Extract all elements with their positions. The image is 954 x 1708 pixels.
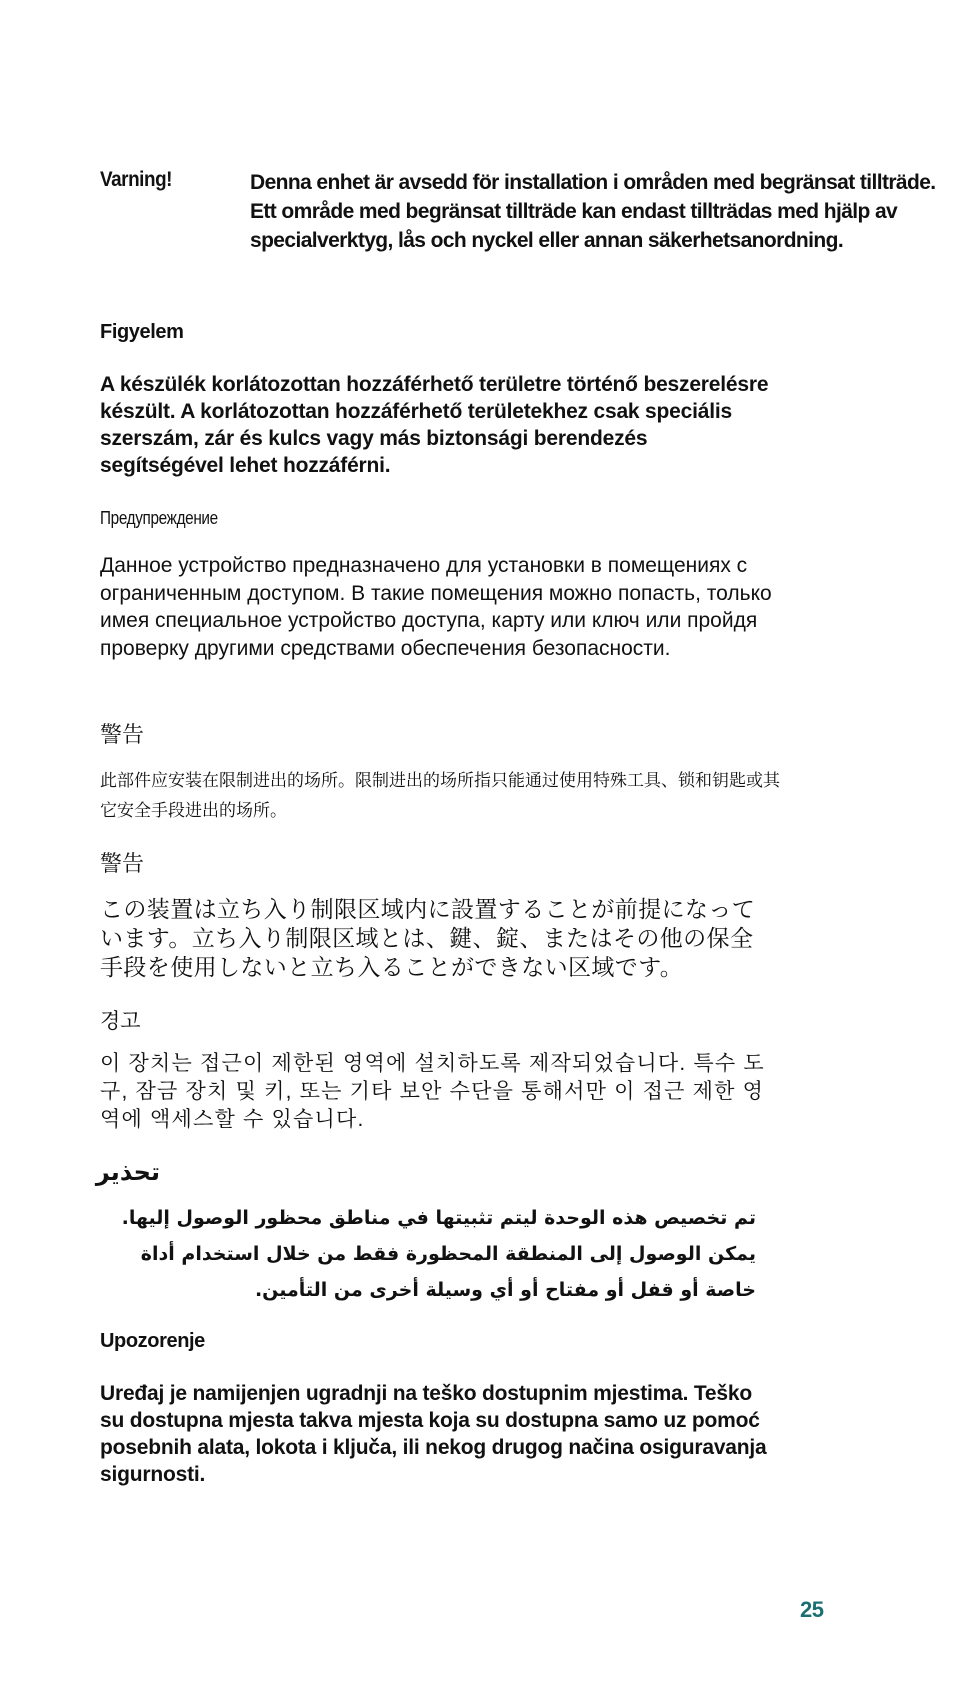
warning-croatian-body [100, 1380, 770, 1488]
warning-heading-hungarian: Figyelem [100, 321, 184, 343]
warning-heading-japanese: 警告 [100, 851, 145, 876]
warning-text-chinese: 此部件应安装在限制进出的场所。限制进出的场所指只能通过使用特殊工具、锁和钥匙或其它安全手段进出的场所。 [100, 771, 780, 820]
warning-label-swedish: Varning! [100, 168, 173, 191]
warning-heading-chinese: 警告 [100, 722, 145, 747]
warning-japanese-body [100, 895, 770, 982]
warning-korean-body [100, 1050, 780, 1134]
warning-russian-body [100, 552, 780, 662]
warning-heading-korean: 경고 [100, 1010, 141, 1033]
warning-chinese [100, 718, 780, 749]
warning-text-hungarian: A készülék korlátozottan hozzáférhető területre történő beszerelésre készült. A korlátozottan hozzáférhető területekhez csak speciális szerszám, zár és kulcs vagy más biztonsági berendezés segítségével lehet hozzáférni. [100, 373, 769, 477]
warning-text-swedish: Denna enhet är avsedd för installation i områden med begränsat tillträde. Ett område med begränsat tillträde kan endast tillträdas med hjälp av specialverktyg, lås och nyckel eller annan säkerhetsanordning. [250, 171, 936, 252]
warning-heading-croatian: Upozorenje [100, 1330, 205, 1352]
warning-russian [100, 508, 780, 529]
warning-text-korean: 이 장치는 접근이 제한된 영역에 설치하도록 제작되었습니다. 특수 도구, 잠금 장치 및 키, 또는 기타 보안 수단을 통해서만 이 접근 제한 영역에 액세스할 수 있습니다. [100, 1052, 765, 1131]
warning-text-japanese: この装置は立ち入り制限区域内に設置することが前提になっています。立ち入り制限区域とは、鍵、錠、またはその他の保全手段を使用しないと立ち入ることができない区域です。 [100, 896, 756, 980]
warning-arabic [95, 1158, 160, 1186]
warning-text-croatian: Uređaj je namijenjen ugradnji na teško dostupnim mjestima. Teško su dostupna mjesta takva mjesta koja su dostupna samo uz pomoć posebnih alata, lokota i ključa, ili nekog drugog načina osiguravanja sigurnosti. [100, 1382, 767, 1486]
page-number: 25 [800, 1597, 824, 1622]
warning-text-arabic: تم تخصيص هذه الوحدة ليتم تثبيتها في مناطق محظور الوصول إليها. يمكن الوصول إلى المنطقة المحظورة فقط من خلال استخدام أداة خاصة أو قفل أو مفتاح أو أي وسيلة أخرى من التأمين. [121, 1207, 756, 1301]
warning-heading-russian: Предупреждение [100, 508, 218, 528]
warning-text-russian: Данное устройство предназначено для установки в помещениях с ограниченным доступом. В такие помещения можно попасть, только имея специальное устройство доступа, карту или ключ или пройдя проверку другими средствами обеспечения безопасности. [100, 554, 772, 660]
warning-chinese-body [100, 766, 780, 826]
warning-arabic-body [100, 1200, 756, 1308]
warning-korean [100, 1005, 780, 1035]
warning-hungarian-body [100, 371, 770, 479]
warning-japanese [100, 847, 780, 878]
warning-heading-arabic: تحذير [95, 1158, 160, 1186]
warning-croatian [100, 1330, 780, 1353]
warning-hungarian [100, 321, 780, 344]
